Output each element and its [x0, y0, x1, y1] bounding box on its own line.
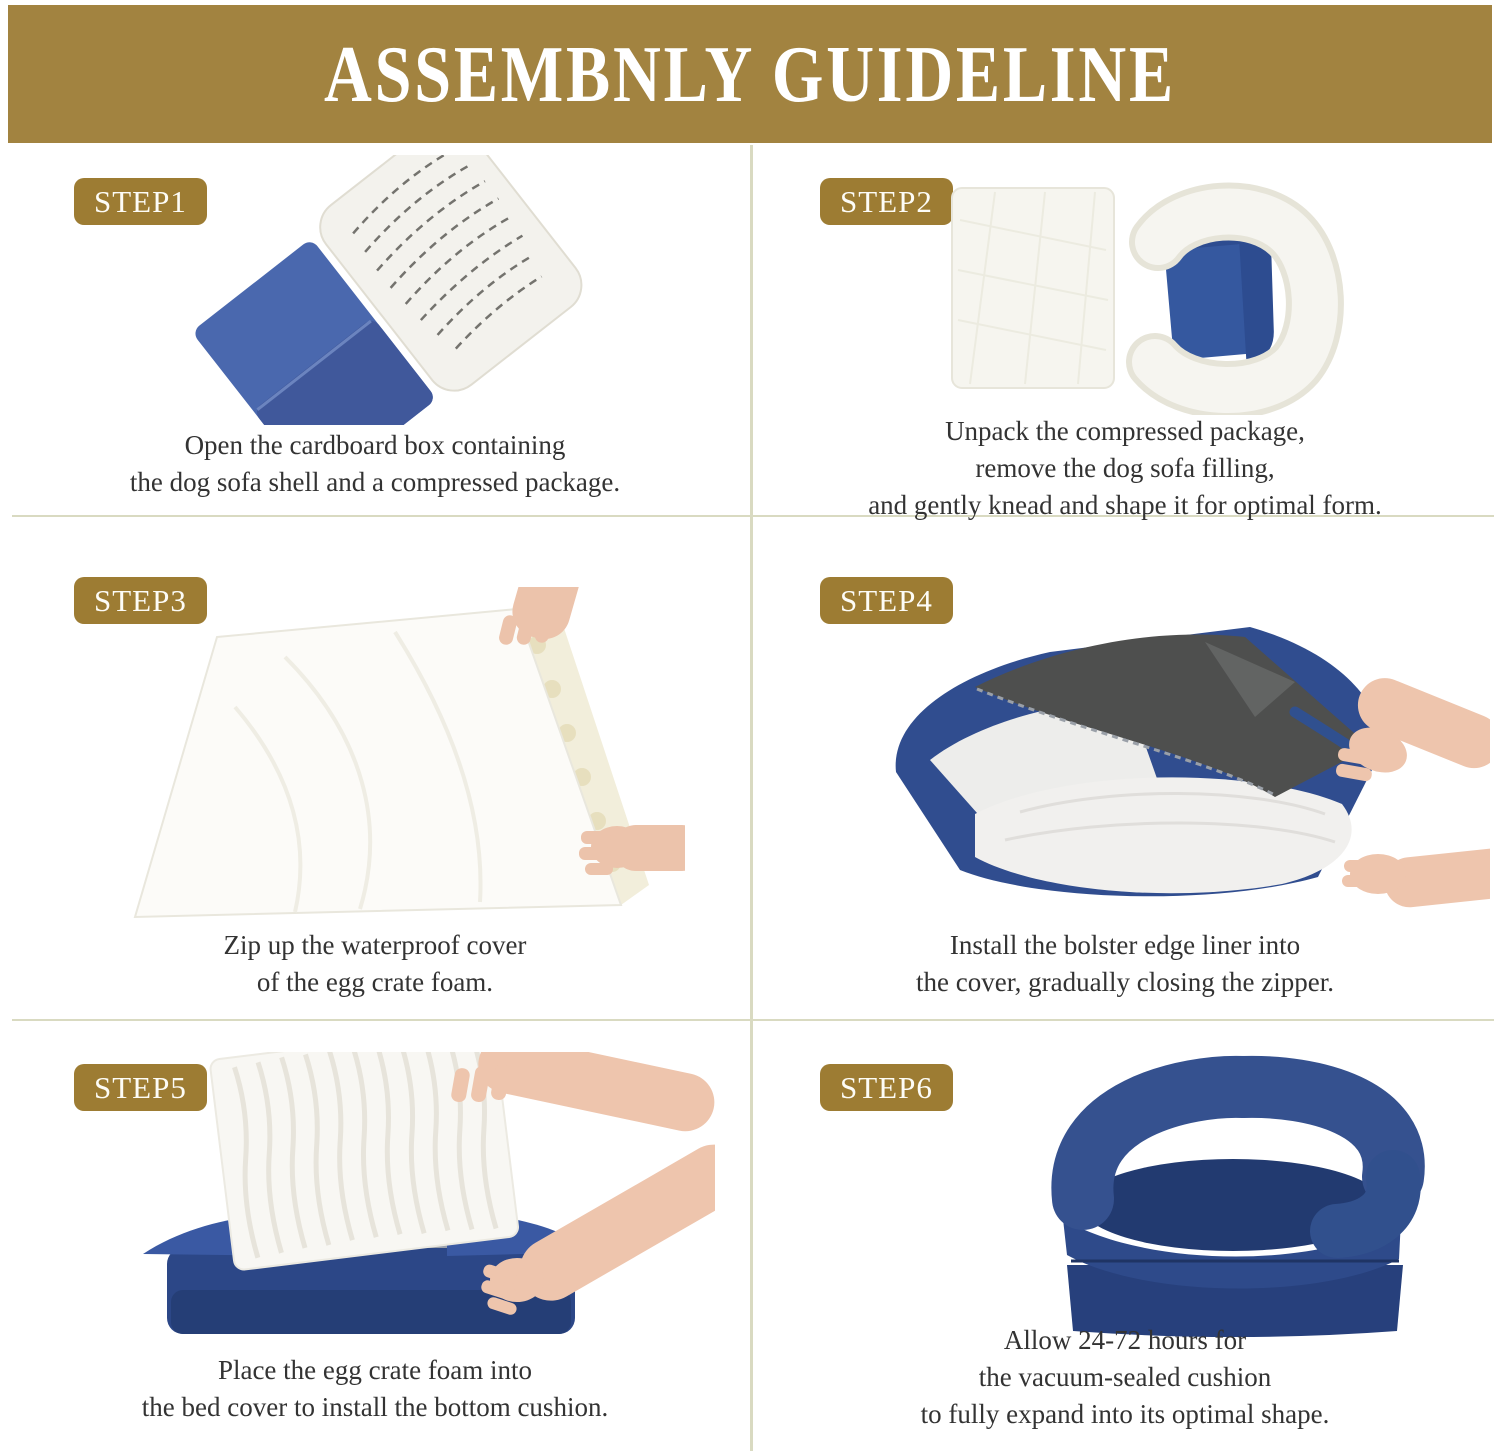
- step4-badge: STEP4: [820, 577, 953, 624]
- step5-section: [0, 1022, 750, 1451]
- step5-badge: STEP5: [74, 1064, 207, 1111]
- caption-line: remove the dog sofa filling,: [975, 453, 1275, 483]
- caption-line: Zip up the waterproof cover: [223, 930, 527, 960]
- step4-photo: [830, 582, 1490, 927]
- step2-caption: [750, 413, 1500, 524]
- caption-line: Unpack the compressed package,: [945, 416, 1305, 446]
- header-banner: [8, 5, 1492, 143]
- step3-caption: [0, 927, 750, 1001]
- step5-photo: [55, 1052, 715, 1357]
- caption-line: Place the egg crate foam into: [217, 1355, 533, 1385]
- step1-badge: STEP1: [74, 178, 207, 225]
- step1-caption: [0, 427, 750, 501]
- caption-line: the bed cover to install the bottom cushion.: [141, 1392, 609, 1422]
- step5-caption: [0, 1352, 750, 1426]
- step1-section: [0, 145, 750, 515]
- step6-photo: [975, 1047, 1455, 1342]
- step4-caption: [750, 927, 1500, 1001]
- step2-photo: [900, 180, 1380, 420]
- step2-section: [750, 145, 1500, 520]
- caption-line: of the egg crate foam.: [256, 967, 494, 997]
- caption-line: the vacuum-sealed cushion: [978, 1362, 1272, 1392]
- filling-and-bolster-illustration: [900, 180, 1380, 415]
- egg-crate-foam-illustration: [55, 1052, 715, 1352]
- caption-line: the dog sofa shell and a compressed package.: [129, 467, 621, 497]
- caption-line: the cover, gradually closing the zipper.: [915, 967, 1335, 997]
- caption-line: Install the bolster edge liner into: [949, 930, 1301, 960]
- step4-section: [750, 517, 1500, 1019]
- horizontal-divider-row2: [12, 1019, 1494, 1021]
- assembled-dog-sofa-illustration: [975, 1047, 1455, 1337]
- caption-line: Open the cardboard box containing: [184, 430, 566, 460]
- step3-section: [0, 517, 750, 1019]
- step3-photo: [65, 587, 685, 937]
- step1-photo: [140, 155, 610, 430]
- step3-badge: STEP3: [74, 577, 207, 624]
- caption-line: and gently knead and shape it for optimal form.: [868, 490, 1382, 520]
- step6-caption: [750, 1322, 1500, 1433]
- step2-badge: STEP2: [820, 178, 953, 225]
- bolster-liner-illustration: [830, 582, 1490, 922]
- step6-section: [750, 1022, 1500, 1451]
- caption-line: Allow 24-72 hours for: [1003, 1325, 1247, 1355]
- step6-badge: STEP6: [820, 1064, 953, 1111]
- waterproof-cover-illustration: [65, 587, 685, 932]
- box-contents-illustration: [140, 155, 610, 425]
- page-title: ASSEMBNLY GUIDELINE: [324, 28, 1176, 119]
- caption-line: to fully expand into its optimal shape.: [920, 1399, 1330, 1429]
